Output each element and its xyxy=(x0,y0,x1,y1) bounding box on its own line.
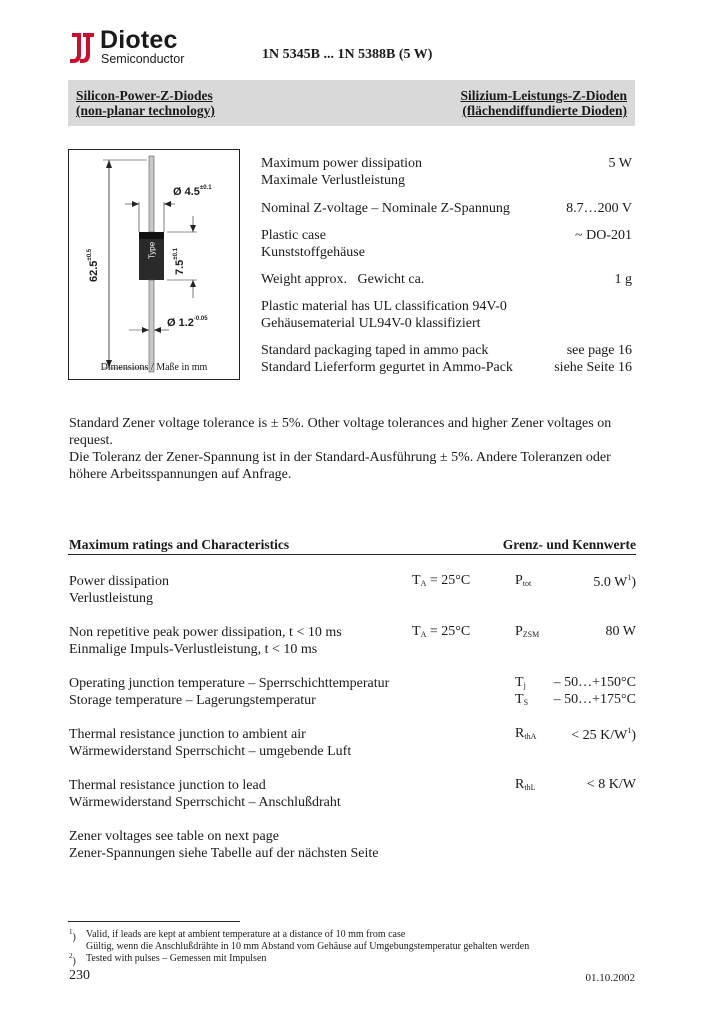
rating-label: Wärmewiderstand Sperrschicht – umgebende Luft xyxy=(69,744,352,759)
spec-label: Plastic case xyxy=(261,228,326,243)
rating-value: – 50…+175°C xyxy=(553,692,636,707)
rating-symbol: $T_j$ xyxy=(515,675,526,690)
logo xyxy=(68,28,238,72)
dim-lead-label xyxy=(167,316,208,329)
spec-label: Weight approx. Gewicht ca. xyxy=(261,272,425,287)
spec-value: 5 W xyxy=(608,156,632,171)
spec-value: ~ DO-201 xyxy=(575,228,632,243)
logo-name: Diotec xyxy=(100,26,178,54)
spec-label: Maximum power dissipation xyxy=(261,156,422,171)
rating-symbol: $R_{thL}$ xyxy=(515,777,536,792)
footnote-2: $^2$) xyxy=(69,952,76,967)
spec-value: 8.7…200 V xyxy=(566,201,632,216)
banner-right-line-1: Silizium-Leistungs-Z-Dioden xyxy=(460,88,627,103)
rating-condition: $T_A = 25^\circ C$ xyxy=(412,624,471,639)
spec-value: siehe Seite 16 xyxy=(554,360,632,375)
spec-value: 1 g xyxy=(614,272,632,287)
dim-length-tol: ±0.5 xyxy=(87,248,93,261)
banner xyxy=(68,80,635,126)
rating-value: < 8 K/W xyxy=(586,777,636,792)
rating-value: 80 W xyxy=(605,624,636,639)
rating-label: Einmalige Impuls-Verlustleistung, t < 10 ms xyxy=(69,642,318,657)
rating-label: Thermal resistance junction to ambient air xyxy=(69,727,306,742)
footnote-1-line: Gültig, wenn die Anschlußdrähte in 10 mm Abstand vom Gehäuse auf Umgebungstemperatur gehalten werden xyxy=(86,941,530,952)
bottom-lead xyxy=(149,280,154,372)
spec-label: Plastic material has UL classification 94V-0 xyxy=(261,299,507,314)
page-title: 1N 5345B ... 1N 5388B (5 W) xyxy=(262,47,433,62)
rating-value: – 50…+150°C xyxy=(553,675,636,690)
dim-length-label xyxy=(87,242,127,282)
spec-label: Nominal Z-voltage – Nominale Z-Spannung xyxy=(261,201,510,216)
dim-body-label xyxy=(173,235,213,275)
dimension-diagram xyxy=(68,149,240,380)
type-label: Type xyxy=(147,241,157,260)
spec-label: Maximale Verlustleistung xyxy=(261,173,405,188)
dim-length-value: 62.5 xyxy=(88,260,100,282)
spec-label: Standard Lieferform gegurtet in Ammo-Pack xyxy=(261,360,513,375)
rating-value: 5.0 $W^1$) xyxy=(593,573,636,590)
dim-diameter-tol: ±0.1 xyxy=(199,185,212,191)
rating-label: Verlustleistung xyxy=(69,591,153,606)
dim-diameter-value: Ø 4.5 xyxy=(173,186,200,198)
footnote-1: $^1$) xyxy=(69,928,76,943)
ratings-title-left: Maximum ratings and Characteristics xyxy=(69,537,290,552)
banner-left-line-1: Silicon-Power-Z-Diodes xyxy=(76,88,213,103)
tolerance-text-de: Die Toleranz der Zener-Spannung ist in der Standard-Ausführung ± 5%. Andere Toleranzen oder höhere Arbeitsspannungen auf Anfrage. xyxy=(69,450,611,482)
footnote-1-line: Valid, if leads are kept at ambient temperature at a distance of 10 mm from case xyxy=(86,929,406,940)
spec-label: Kunststoffgehäuse xyxy=(261,245,365,260)
top-lead xyxy=(149,156,154,232)
rating-label: Operating junction temperature – Sperrschichttemperatur xyxy=(69,676,390,691)
dim-lead-value: Ø 1.2 xyxy=(167,317,194,329)
rating-condition: $T_A = 25^\circ C$ xyxy=(412,573,471,588)
document-date: 01.10.2002 xyxy=(585,972,635,984)
footnote-divider xyxy=(68,921,240,922)
banner-left-line-2: (non-planar technology) xyxy=(76,103,215,118)
dim-lead-tol: -0.05 xyxy=(193,316,208,322)
rating-value: < 25 $K/W^1$) xyxy=(571,726,636,743)
rating-label: Storage temperature – Lagerungstemperatur xyxy=(69,693,316,708)
rating-label: Thermal resistance junction to lead xyxy=(69,778,266,793)
rating-label: Wärmewiderstand Sperrschicht – Anschlußdraht xyxy=(69,795,341,810)
rating-label: Power dissipation xyxy=(69,574,169,589)
spec-label: Gehäusematerial UL94V-0 klassifiziert xyxy=(261,316,481,331)
page-number: 230 xyxy=(69,968,90,983)
ratings-header xyxy=(68,536,636,555)
logo-subtitle: Semiconductor xyxy=(101,52,185,66)
ratings-title-right: Grenz- und Kennwerte xyxy=(502,537,636,552)
diotec-logo-icon xyxy=(68,30,98,66)
banner-right-line-2: (flächendiffundierte Dioden) xyxy=(462,103,627,118)
zener-note-de: Zener-Spannungen siehe Tabelle auf der nächsten Seite xyxy=(69,846,379,861)
rating-symbol: $P_{tot}$ xyxy=(515,573,532,588)
rating-symbol: $P_{ZSM}$ xyxy=(515,624,540,639)
dim-body-tol: ±0.1 xyxy=(173,248,179,260)
spec-value: see page 16 xyxy=(566,343,632,358)
dim-diameter-label xyxy=(173,185,212,198)
rating-label: Non repetitive peak power dissipation, t < 10 ms xyxy=(69,625,342,640)
footnote-2-line: Tested with pulses – Gemessen mit Impulsen xyxy=(86,953,267,964)
diagram-caption: Dimensions / Maße in mm xyxy=(100,362,208,373)
zener-note-en: Zener voltages see table on next page xyxy=(69,829,279,844)
tolerance-text-en: Standard Zener voltage tolerance is ± 5%. Other voltage tolerances and higher Zener voltages on request. xyxy=(69,416,612,448)
spec-label: Standard packaging taped in ammo pack xyxy=(261,343,489,358)
rating-symbol: $R_{thA}$ xyxy=(515,726,537,741)
dim-body-value: 7.5 xyxy=(174,259,186,275)
rating-symbol: $T_S$ xyxy=(515,692,529,707)
